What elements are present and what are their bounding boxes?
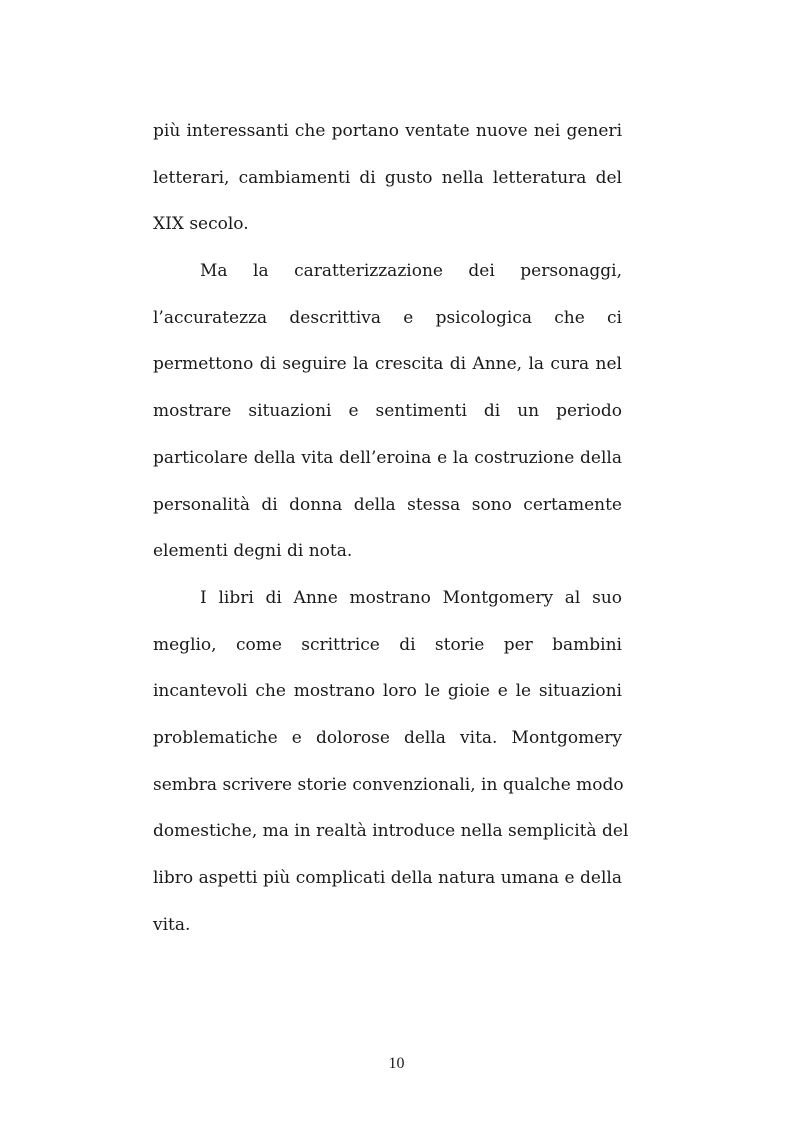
text-line: mostrare situazioni e sentimenti di un periodo xyxy=(153,401,622,422)
text-line: sembra scrivere storie convenzionali, in qualche modo xyxy=(153,774,624,795)
text-line: particolare della vita dell’eroina e la costruzione della xyxy=(153,447,622,468)
page-number: 10 xyxy=(388,1055,405,1072)
text-line: elementi degni di nota. xyxy=(153,541,353,562)
text-line: più interessanti che portano ventate nuove nei generi xyxy=(153,121,622,141)
paragraph-first-line: Ma la caratterizzazione dei personaggi, xyxy=(200,261,622,282)
paragraph-first-line: I libri di Anne mostrano Montgomery al suo xyxy=(200,587,622,608)
body-text xyxy=(153,108,629,948)
text-line: problematiche e dolorose della vita. Montgomery xyxy=(153,727,622,748)
text-line: personalità di donna della stessa sono certamente xyxy=(153,494,622,515)
text-line: libro aspetti più complicati della natura umana e della xyxy=(153,868,622,888)
text-line: incantevoli che mostrano loro le gioie e le situazioni xyxy=(153,681,622,702)
text-line: permettono di seguire la crescita di Anne, la cura nel xyxy=(153,354,622,375)
text-line: letterari, cambiamenti di gusto nella letteratura del xyxy=(153,167,622,188)
text-line: vita. xyxy=(153,914,191,935)
text-line: domestiche, ma in realtà introduce nella semplicità del xyxy=(153,821,629,842)
text-line: XIX secolo. xyxy=(153,214,249,235)
text-line: l’accuratezza descrittiva e psicologica che ci xyxy=(153,307,622,328)
text-line: meglio, come scrittrice di storie per bambini xyxy=(153,634,622,655)
